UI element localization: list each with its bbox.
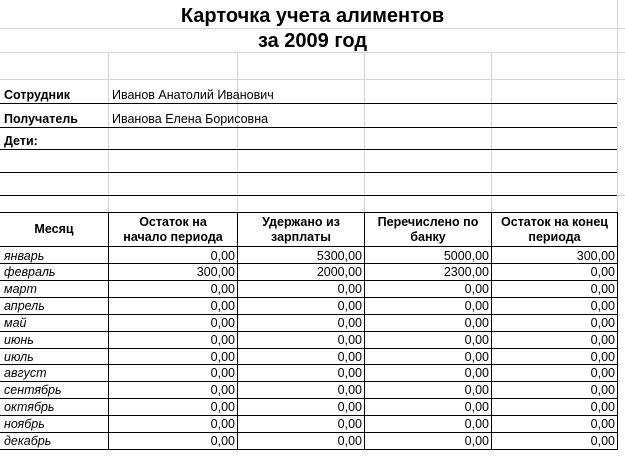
header-transferred-line2: банку <box>410 229 446 244</box>
start-cell[interactable]: 0,00 <box>210 417 235 431</box>
header-withheld <box>238 213 364 246</box>
start-cell[interactable]: 0,00 <box>210 315 235 330</box>
info-separator <box>0 195 617 196</box>
table-column-divider <box>617 212 618 450</box>
withheld-cell[interactable]: 0,00 <box>337 383 362 398</box>
month-cell[interactable]: август <box>4 366 47 381</box>
month-cell[interactable]: апрель <box>4 299 45 314</box>
header-start-balance-line1: Остаток на <box>139 214 207 229</box>
card-title-line1: Карточка учета алиментов <box>180 5 445 27</box>
month-cell[interactable]: ноябрь <box>4 417 45 431</box>
month-cell[interactable]: декабрь <box>4 433 52 448</box>
info-separator <box>0 103 617 104</box>
header-month <box>0 213 108 246</box>
start-cell[interactable]: 0,00 <box>210 349 235 364</box>
transferred-cell[interactable]: 0,00 <box>464 366 489 381</box>
transferred-cell[interactable]: 0,00 <box>464 282 489 297</box>
start-cell[interactable]: 0,00 <box>210 400 235 415</box>
withheld-cell[interactable]: 0,00 <box>337 332 362 347</box>
header-withheld-line1: Удержано из <box>262 214 340 229</box>
end-cell[interactable]: 0,00 <box>590 265 615 280</box>
transferred-cell[interactable]: 0,00 <box>464 349 489 364</box>
header-start-balance <box>109 213 237 246</box>
info-separator <box>0 149 617 150</box>
transferred-cell[interactable]: 0,00 <box>464 332 489 347</box>
end-cell[interactable]: 0,00 <box>590 433 615 448</box>
employee-label: Сотрудник <box>4 88 71 102</box>
info-separator <box>0 172 617 173</box>
withheld-cell[interactable]: 0,00 <box>337 433 362 448</box>
start-cell[interactable]: 0,00 <box>210 433 235 448</box>
transferred-cell[interactable]: 0,00 <box>464 417 489 431</box>
gridline <box>491 52 492 212</box>
table-border-bottom <box>0 449 617 450</box>
table-column-divider <box>491 212 492 450</box>
withheld-cell[interactable]: 0,00 <box>337 315 362 330</box>
withheld-cell[interactable]: 0,00 <box>337 349 362 364</box>
start-cell[interactable]: 0,00 <box>210 282 235 297</box>
withheld-cell[interactable]: 2000,00 <box>316 265 362 280</box>
header-end-balance-line1: Остаток на конец <box>501 214 608 229</box>
end-cell[interactable]: 0,00 <box>590 282 615 297</box>
month-cell[interactable]: май <box>4 315 27 330</box>
month-cell[interactable]: июнь <box>4 332 34 347</box>
gridline <box>108 52 109 212</box>
withheld-cell[interactable]: 0,00 <box>337 400 362 415</box>
withheld-cell[interactable]: 0,00 <box>337 366 362 381</box>
end-cell[interactable]: 0,00 <box>590 366 615 381</box>
transferred-cell[interactable]: 0,00 <box>464 400 489 415</box>
transferred-cell[interactable]: 5000,00 <box>443 248 489 263</box>
withheld-cell[interactable]: 0,00 <box>337 299 362 314</box>
start-cell[interactable]: 0,00 <box>210 383 235 398</box>
header-end-balance <box>492 213 617 246</box>
header-month-text: Месяц <box>34 222 74 236</box>
start-cell[interactable]: 0,00 <box>210 248 235 263</box>
withheld-cell[interactable]: 0,00 <box>337 282 362 297</box>
start-cell[interactable]: 0,00 <box>210 332 235 347</box>
end-cell[interactable]: 0,00 <box>590 417 615 431</box>
transferred-cell[interactable]: 0,00 <box>464 315 489 330</box>
month-cell[interactable]: июль <box>4 349 34 364</box>
end-cell[interactable]: 0,00 <box>590 349 615 364</box>
withheld-cell[interactable]: 5300,00 <box>316 248 362 263</box>
month-cell[interactable]: февраль <box>4 265 56 280</box>
header-transferred-line1: Перечислено по <box>377 214 479 229</box>
table-header-bottom <box>0 246 617 247</box>
gridline <box>237 52 238 212</box>
month-cell[interactable]: октябрь <box>4 400 55 415</box>
end-cell[interactable]: 0,00 <box>590 299 615 314</box>
end-cell[interactable]: 300,00 <box>576 248 615 263</box>
header-end-balance-line2: периода <box>528 229 581 244</box>
transferred-cell[interactable]: 2300,00 <box>443 265 489 280</box>
end-cell[interactable]: 0,00 <box>590 383 615 398</box>
table-border-top <box>0 212 617 213</box>
withheld-cell[interactable]: 0,00 <box>337 417 362 431</box>
recipient-value[interactable]: Иванова Елена Борисовна <box>112 112 269 126</box>
month-cell[interactable]: январь <box>4 248 45 263</box>
transferred-cell[interactable]: 0,00 <box>464 383 489 398</box>
transferred-cell[interactable]: 0,00 <box>464 299 489 314</box>
table-column-divider <box>237 212 238 450</box>
header-start-balance-line2: начало периода <box>123 229 223 244</box>
children-label: Дети: <box>4 134 38 148</box>
month-cell[interactable]: сентябрь <box>4 383 62 398</box>
end-cell[interactable]: 0,00 <box>590 332 615 347</box>
recipient-label: Получатель <box>4 112 78 126</box>
header-transferred <box>365 213 491 246</box>
start-cell[interactable]: 0,00 <box>210 299 235 314</box>
gridline <box>0 79 625 80</box>
end-cell[interactable]: 0,00 <box>590 315 615 330</box>
info-separator <box>0 127 617 128</box>
start-cell[interactable]: 0,00 <box>210 366 235 381</box>
header-withheld-line2: зарплаты <box>271 229 331 244</box>
employee-value[interactable]: Иванов Анатолий Иванович <box>112 88 274 102</box>
table-column-divider <box>108 212 109 450</box>
end-cell[interactable]: 0,00 <box>590 400 615 415</box>
month-cell[interactable]: март <box>4 282 37 297</box>
table-column-divider <box>364 212 365 450</box>
card-title-line2: за 2009 год <box>257 30 368 52</box>
start-cell[interactable]: 300,00 <box>196 265 235 280</box>
transferred-cell[interactable]: 0,00 <box>464 433 489 448</box>
gridline <box>364 52 365 212</box>
